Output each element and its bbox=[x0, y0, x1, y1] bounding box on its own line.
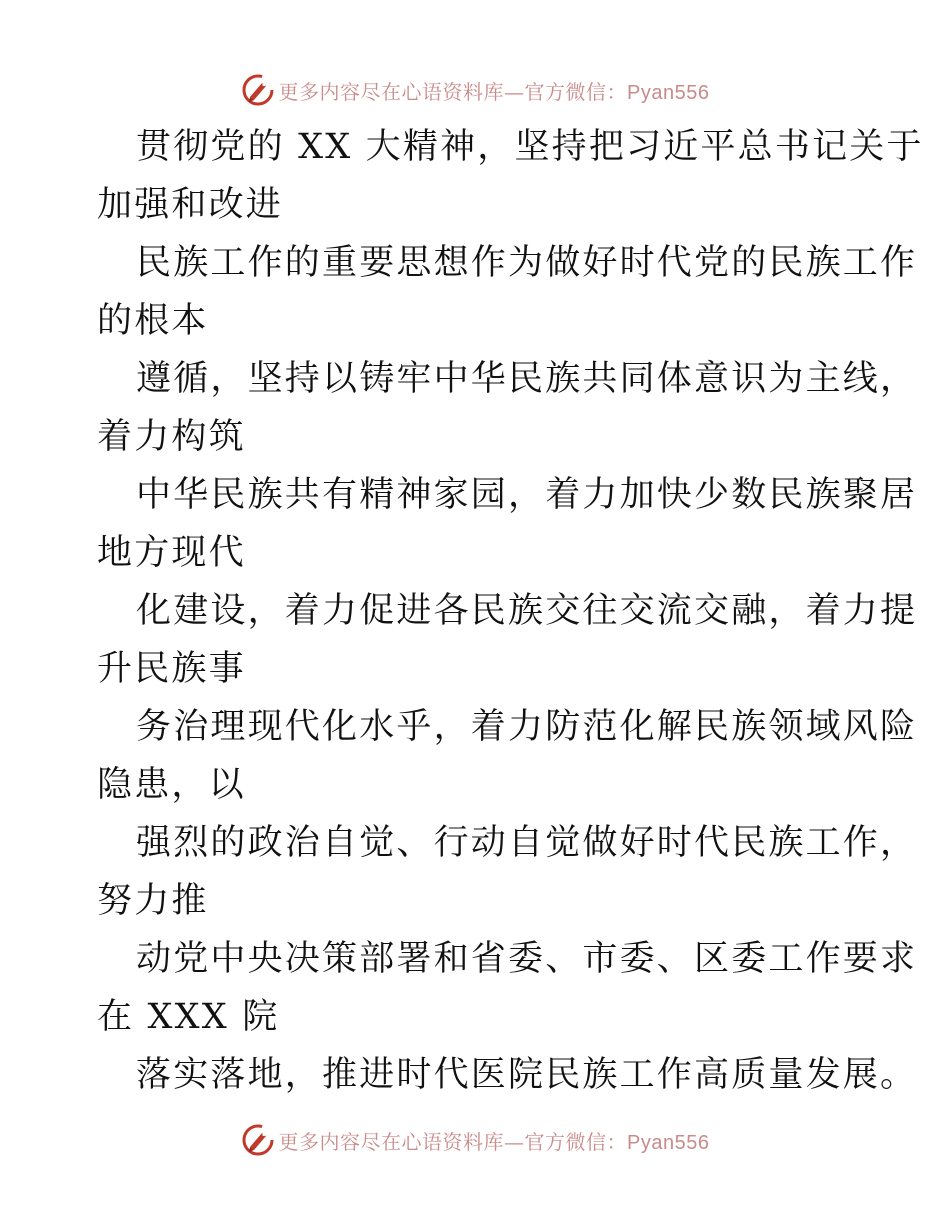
text-line: 强烈的政治自觉、行动自觉做好时代民族工作， bbox=[136, 823, 918, 863]
text-line: 升民族事 bbox=[97, 649, 246, 689]
text-line: 着力构筑 bbox=[97, 417, 246, 457]
footer-watermark-dash: — bbox=[504, 1129, 525, 1154]
text-line: 遵循，坚持以铸牢中华民族共同体意识为主线， bbox=[136, 359, 918, 399]
text-line: 的根本 bbox=[97, 301, 209, 341]
text-line: 地方现代 bbox=[97, 533, 246, 573]
text-line: 民族工作的重要思想作为做好时代党的民族工作 bbox=[136, 243, 918, 283]
text-line: 努力推 bbox=[97, 881, 209, 921]
text-line: 落实落地，推进时代医院民族工作高质量发展。 bbox=[136, 1055, 918, 1095]
text-line: 动党中央决策部署和省委、市委、区委工作要求 bbox=[136, 939, 918, 979]
text-line: 在 XXX 院 bbox=[97, 997, 280, 1037]
text-line: 贯彻党的 XX 大精神，坚持把习近平总书记关于 bbox=[136, 127, 924, 167]
body-paragraph bbox=[97, 118, 924, 1104]
text-line: 加强和改进 bbox=[97, 185, 284, 225]
pen-logo-icon bbox=[241, 73, 275, 107]
footer-watermark-main: 更多内容尽在心语资料库 bbox=[278, 1129, 505, 1154]
header-watermark bbox=[0, 70, 950, 110]
footer-watermark-text bbox=[279, 1126, 710, 1155]
header-watermark-main: 更多内容尽在心语资料库 bbox=[278, 79, 505, 104]
text-line: 隐患，以 bbox=[97, 765, 246, 805]
text-line: 化建设，着力促进各民族交往交流交融，着力提 bbox=[136, 591, 918, 631]
header-wechat-label: 官方微信： bbox=[524, 79, 628, 104]
header-wechat-id: Pyan556 bbox=[627, 81, 710, 104]
text-line: 中华民族共有精神家园，着力加快少数民族聚居 bbox=[136, 475, 918, 515]
footer-watermark bbox=[0, 1120, 950, 1160]
footer-wechat-label: 官方微信： bbox=[524, 1129, 628, 1154]
text-line: 务治理现代化水乎，着力防范化解民族领域风险 bbox=[136, 707, 918, 747]
footer-wechat-id: Pyan556 bbox=[627, 1131, 710, 1154]
header-watermark-text bbox=[279, 76, 710, 105]
header-watermark-dash: — bbox=[504, 79, 525, 104]
pen-logo-icon bbox=[241, 1123, 275, 1157]
